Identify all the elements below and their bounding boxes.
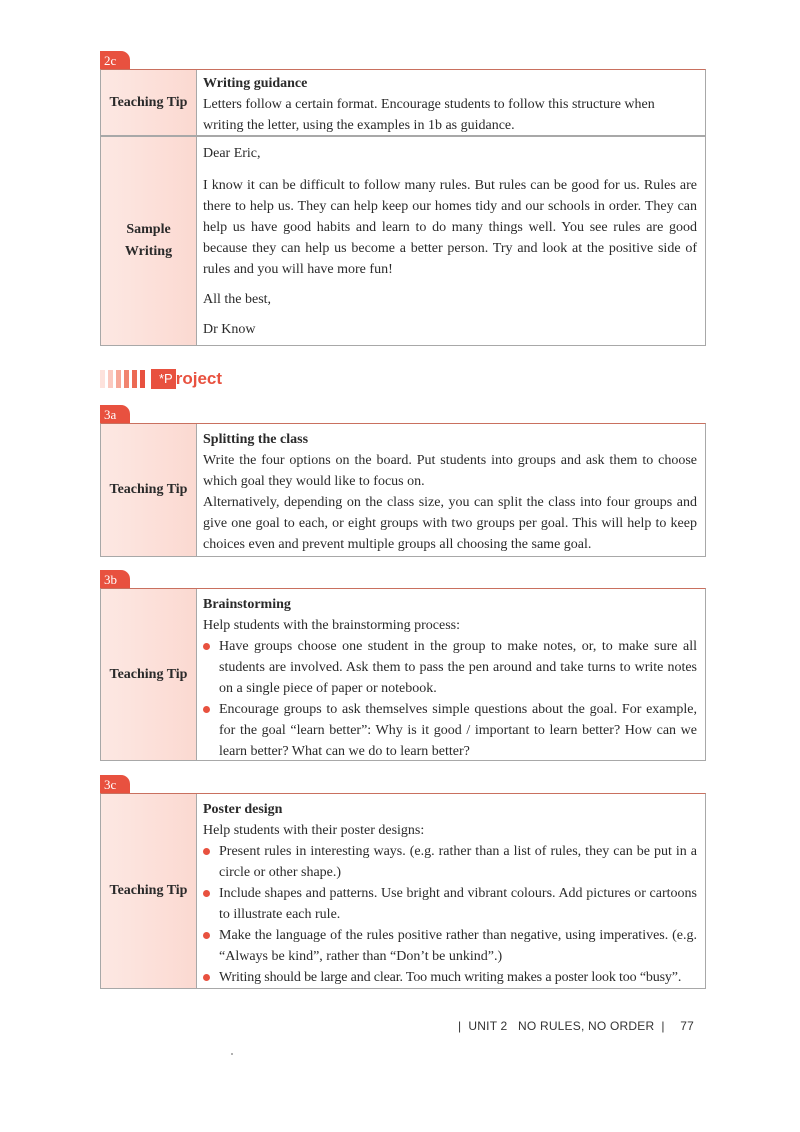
list-item-text: Writing should be large and clear. Too much writing makes a poster look too “busy”. — [219, 970, 682, 985]
sample-label-line1: Sample — [126, 222, 171, 237]
bullet-icon — [203, 974, 210, 981]
list-item — [203, 967, 697, 988]
teaching-tip-box — [100, 69, 706, 136]
list-item-text: Present rules in interesting ways. (e.g. rather than a list of rules, they can be put in a circle or other shape.) — [219, 844, 697, 880]
letter-closing: All the best, — [203, 292, 272, 307]
banner-stripe — [124, 370, 129, 388]
tip-heading: Splitting the class — [203, 432, 309, 447]
section-tab: 3c — [100, 775, 130, 794]
sample-writing-box — [100, 136, 706, 346]
project-banner — [100, 368, 222, 390]
row-label: Teaching Tip — [101, 589, 197, 760]
tip-heading: Poster design — [203, 802, 283, 817]
row-content — [197, 70, 705, 135]
tip-intro: Help students with their poster designs: — [203, 823, 425, 838]
row-label — [101, 137, 197, 345]
tip-heading: Brainstorming — [203, 597, 291, 612]
list-item — [203, 636, 697, 699]
letter-signature: Dr Know — [203, 322, 256, 337]
bullet-icon — [203, 706, 210, 713]
row-label: Teaching Tip — [101, 794, 197, 988]
banner-stripe — [108, 370, 113, 388]
teaching-tip-box — [100, 793, 706, 989]
tip-intro: Help students with the brainstorming process: — [203, 618, 461, 633]
page-number: 77 — [680, 1019, 694, 1033]
list-item-text: Encourage groups to ask themselves simple questions about the goal. For example, for the goal “learn better”: Why is it good / important to learn better? How can we learn better? What can we do to learn better? — [219, 702, 697, 759]
bullet-icon — [203, 643, 210, 650]
row-label: Teaching Tip — [101, 70, 197, 135]
banner-stripe — [140, 370, 145, 388]
sample-label-line2: Writing — [124, 244, 173, 259]
bullet-icon — [203, 932, 210, 939]
list-item — [203, 699, 697, 762]
footer-unit-title: | UNIT 2 NO RULES, NO ORDER | — [458, 1019, 665, 1033]
list-item — [203, 925, 697, 967]
letter-body: I know it can be difficult to follow many rules. But rules can be good for us. Rules are there to help us. They can help keep our homes tidy and our schools in order. They can help us have good habits and learn to do many things well. You see rules are good because they can help us become a better person. Try and look at the positive side of rules and you will have more fun! — [203, 178, 697, 277]
tip-text: Letters follow a certain format. Encourage students to follow this structure when writing the letter, using the examples in 1b as guidance. — [203, 97, 655, 133]
page-footer — [458, 1019, 694, 1033]
tip-paragraph: Alternatively, depending on the class size, you can split the class into four groups and give one goal to each, or eight groups with two groups per goal. This will help to keep choices even and prevent multiple groups all choosing the same goal. — [203, 495, 697, 552]
teaching-tip-box — [100, 588, 706, 761]
banner-stripe — [100, 370, 105, 388]
bullet-icon — [203, 890, 210, 897]
scan-speck — [231, 1053, 233, 1055]
tip-heading: Writing guidance — [203, 76, 308, 91]
list-item — [203, 883, 697, 925]
banner-stripe — [116, 370, 121, 388]
row-content — [197, 794, 705, 988]
section-tab: 3b — [100, 570, 130, 589]
list-item-text: Have groups choose one student in the group to make notes, or, to make sure all students are involved. Ask them to pass the pen around and take turns to write notes on a single piece of paper or notebook. — [219, 639, 697, 696]
row-label: Teaching Tip — [101, 424, 197, 556]
bullet-icon — [203, 848, 210, 855]
list-item — [203, 841, 697, 883]
teaching-tip-box — [100, 423, 706, 557]
section-tab: 3a — [100, 405, 130, 424]
section-tab: 2c — [100, 51, 130, 70]
row-content — [197, 589, 705, 760]
row-content — [197, 424, 705, 556]
letter-greeting: Dear Eric, — [203, 146, 261, 161]
tip-paragraph: Write the four options on the board. Put students into groups and ask them to choose which goal they would like to focus on. — [203, 453, 697, 489]
list-item-text: Make the language of the rules positive rather than negative, using imperatives. (e.g. “Always be kind”, rather than “Don’t be unkind”.) — [219, 928, 697, 964]
banner-stripe — [132, 370, 137, 388]
list-item-text: Include shapes and patterns. Use bright and vibrant colours. Add pictures or cartoons to illustrate each rule. — [219, 886, 697, 922]
project-title: roject — [175, 369, 223, 388]
row-content — [197, 137, 705, 345]
project-badge: *P — [151, 369, 176, 389]
